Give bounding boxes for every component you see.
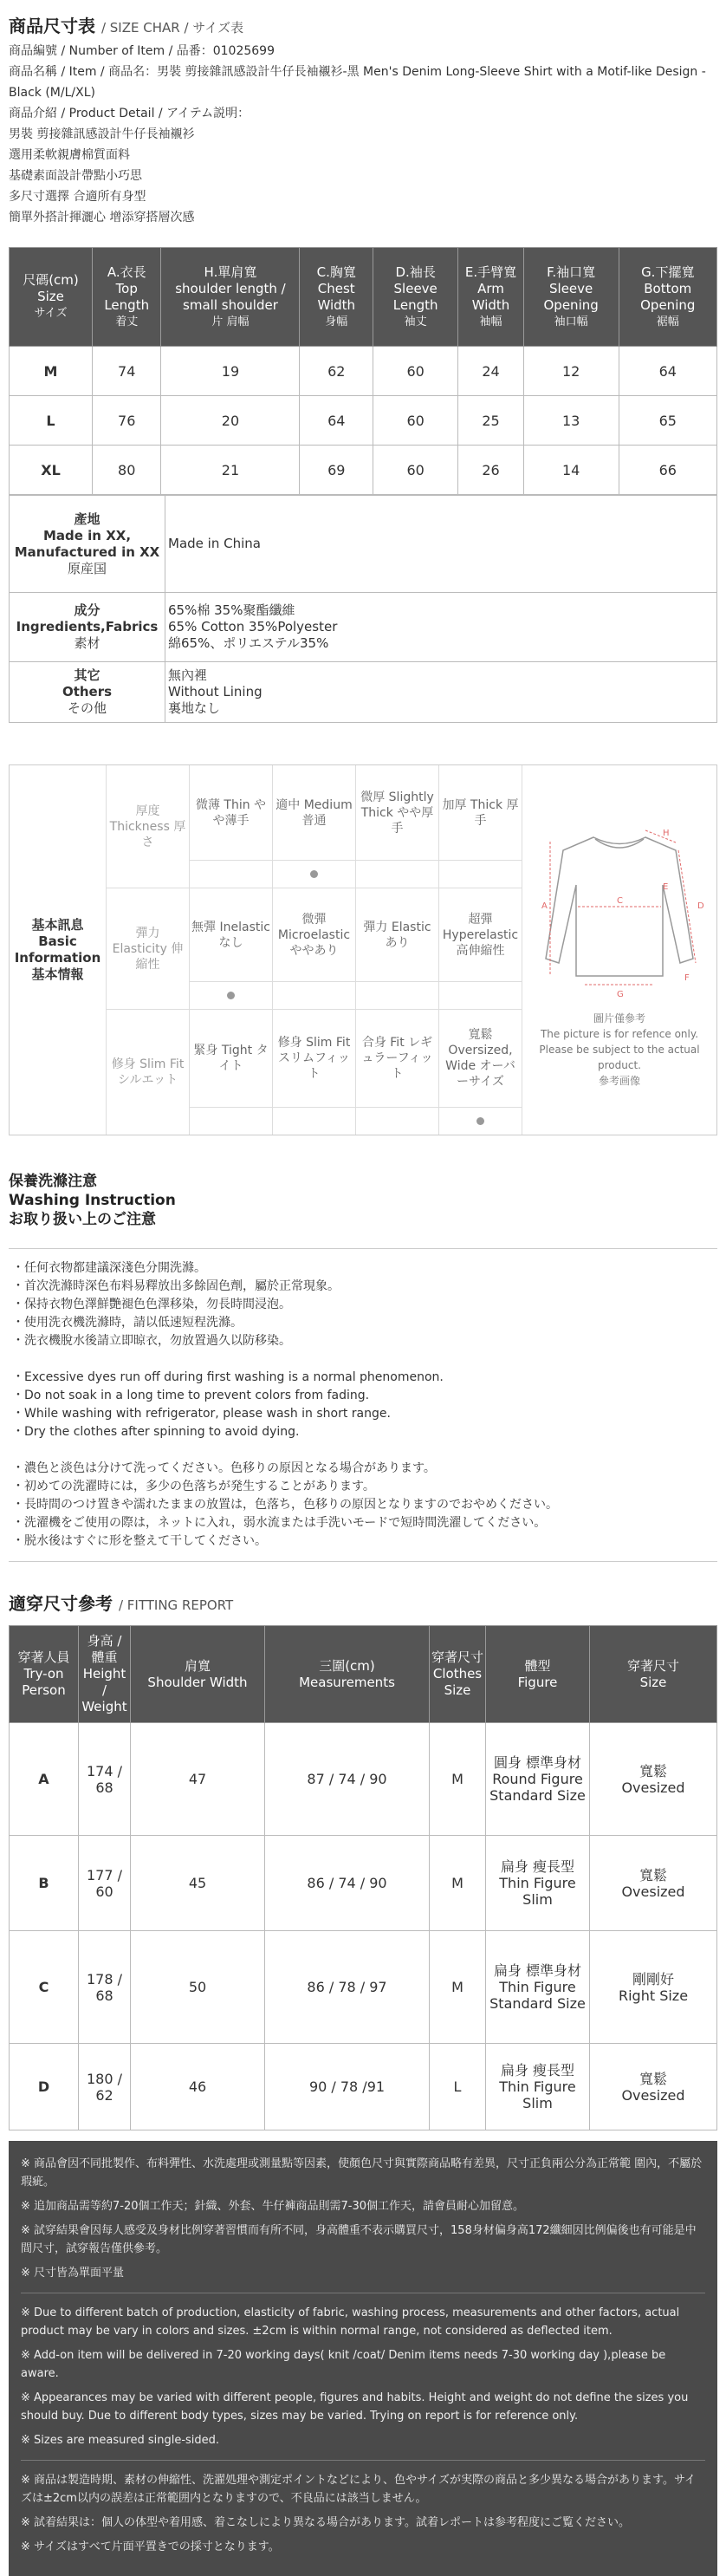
option-cell: 無彈 Inelastic なし (190, 888, 273, 1009)
option-cell: 寬鬆 Oversized, Wide オーバーサイズ (439, 1010, 522, 1135)
size-header: F.袖口寬 Sleeve Opening 袖口幅 (523, 248, 619, 347)
svg-text:E: E (663, 882, 669, 892)
others-label: 其它 Others その他 (10, 662, 165, 723)
page-header (9, 0, 717, 228)
svg-text:C: C (617, 896, 623, 906)
info-line: 多尺寸選擇 合適所有身型 (9, 190, 146, 204)
others-value: 無內裡 Without Lining 裏地なし (165, 662, 717, 723)
svg-text:F: F (684, 973, 690, 983)
info-line: 簡單外搭計揮灑心 增添穿搭層次感 (9, 211, 195, 224)
page-title: 商品尺寸表 / SIZE CHAR / サイズ表 (9, 16, 244, 36)
size-header: E.手臂寬 Arm Width 袖幅 (458, 248, 523, 347)
info-line: 商品名稱 / Item / 商品名：男裝 剪接雜訊感設計牛仔長袖襯衫-黑 Men's Denim Long-Sleeve Shirt with a Motif-like Design - Black (M/L/XL) (9, 65, 706, 100)
size-header: G.下擺寬 Bottom Opening 裾幅 (619, 248, 716, 347)
table-row: L 76 20 64 60 25 13 65 (10, 396, 717, 446)
material-table (9, 495, 717, 723)
product-info (9, 41, 717, 228)
svg-text:D: D (697, 901, 704, 911)
info-line: 商品編號 / Number of Item / 品番：01025699 (9, 44, 275, 58)
basic-info (9, 764, 717, 1135)
option-cell: 彈力 Elastic あり (356, 888, 439, 1009)
selected-dot-icon (310, 870, 318, 878)
size-header: C.胸寬 Chest Width 身幅 (300, 248, 373, 347)
table-row (10, 593, 717, 662)
table-row: XL 80 21 69 60 26 14 66 (10, 446, 717, 495)
info-line: 基礎素面設計帶點小巧思 (9, 169, 142, 183)
table-row: A 174 / 68 47 87 / 74 / 90 M 圓身 標準身材 Round Figure Standard Size 寬鬆 Ovesized (10, 1723, 717, 1836)
selected-dot-icon (227, 992, 235, 999)
fitting-table: 穿著人員 Try-on Person 身高 / 體重 Height / Weight 肩寬 Shoulder Width 三圍(cm) Measurements 穿著尺寸 Clothes Size 體型 Figure 穿著尺寸 Size A 174 / 68 47 87 / 74 / 90 M 圓身 標準身材 Round Figure Standard Size 寬鬆 Ovesized B 177 / 60 45 86 / 74 / 90 M 扁身 瘦長型 Thin Figure Slim 寬鬆 Ovesized C 178 / 68 50 86 / 78 / 97 M 扁身 標準身材 Thin Figure Standard Size 剛剛好 Right Size D 180 / 62 46 90 / 78 /91 L 扁身 瘦長型 Thin Figure Slim 寬鬆 Ovesized (9, 1625, 717, 2130)
attribute-grid (107, 765, 522, 1135)
washing-section (9, 1172, 717, 1562)
fabric-label: 成分 Ingredients,Fabrics 素材 (10, 593, 165, 662)
option-cell: 超彈 Hyperelastic 高伸縮性 (439, 888, 522, 1009)
fabric-value: 65%棉 35%聚酯纖維 65% Cotton 35%Polyester 綿65%、ポリエステル35% (165, 593, 717, 662)
origin-label: 產地 Made in XX, Manufactured in XX 原産国 (10, 496, 165, 593)
option-cell: 微薄 Thin やや薄手 (190, 765, 273, 888)
svg-text:A: A (541, 901, 548, 911)
origin-value: Made in China (165, 496, 717, 593)
thickness-row: 厚度 Thickness 厚さ 微薄 Thin やや薄手 適中 Medium 普通 微厚 Slightly Thick やや厚手 加厚 Thick 厚手 (107, 765, 522, 888)
info-line: 男裝 剪接雜訊感設計牛仔長袖襯衫 (9, 127, 195, 141)
elasticity-row: 彈力 Elasticity 伸縮性 無彈 Inelastic なし 微彈 Microelastic ややあり 彈力 Elastic あり 超彈 Hyperelastic 高伸縮性 (107, 888, 522, 1010)
measurement-diagram: A C D E F G H 圖片僅參考 The picture is for refence only. Please be subject to the actual product. 參考画像 (522, 765, 716, 1135)
fit-row: 修身 Slim Fit シルエット 緊身 Tight タイト 修身 Slim Fit スリムフィット 合身 Fit レギュラーフィット 寬鬆 Oversized, Wide オーバーサイズ (107, 1010, 522, 1135)
info-line: 商品介紹 / Product Detail / アイテム説明： (9, 107, 250, 120)
selected-dot-icon (476, 1117, 484, 1125)
size-header: H.單肩寬 shoulder length / small shoulder 片 肩幅 (161, 248, 300, 347)
option-cell: 緊身 Tight タイト (190, 1010, 273, 1135)
option-cell: 微彈 Microelastic ややあり (273, 888, 356, 1009)
option-cell: 適中 Medium 普通 (273, 765, 356, 888)
fitting-title: 適穿尺寸參考 / FITTING REPORT (9, 1593, 234, 1614)
basic-info-label: 基本訊息 Basic Information 基本情報 (10, 765, 107, 1135)
option-cell: 合身 Fit レギュラーフィット (356, 1010, 439, 1135)
svg-text:H: H (663, 829, 670, 838)
option-cell: 修身 Slim Fit スリムフィット (273, 1010, 356, 1135)
table-row (10, 662, 717, 723)
table-row: D 180 / 62 46 90 / 78 /91 L 扁身 瘦長型 Thin Figure Slim 寬鬆 Ovesized (10, 2044, 717, 2130)
table-row: M 74 19 62 60 24 12 64 (10, 347, 717, 396)
option-cell: 加厚 Thick 厚手 (439, 765, 522, 888)
table-row (10, 496, 717, 593)
washing-instructions: ・任何衣物都建議深淺色分開洗滌。 ・首次洗滌時深色布料易釋放出多餘固色劑，屬於正常現象。 ・保持衣物色澤鮮艷褪色色澤移染，勿長時間浸泡。 ・使用洗衣機洗滌時，請以低速短程洗滌。 ・洗衣機脫水後請立即晾衣，勿放置過久以防移染。 ・Excessive dyes run off during first washing is a normal phenomenon. ・Do not soak in a long time to prevent colors from fading. ・While washing with refrigerator, please wash in short range. ・Dry the clothes after spinning to avoid dying. ・濃色と淡色は分けて洗ってください。色移りの原因となる場合があります。 ・初めての洗濯時には，多少の色落ちが発生することがあります。 ・長時間のつけ置きや濡れたままの放置は，色落ち，色移りの原因となりますのでおやめください。 ・洗濯機をご使用の際は，ネットに入れ，弱水流または手洗いモードで短時間洗濯してください。 ・脱水後はすぐに形を整えて干してください。 (9, 1248, 717, 1562)
svg-text:G: G (617, 990, 624, 999)
size-header: A.衣長 Top Length 着丈 (93, 248, 161, 347)
option-cell: 微厚 Slightly Thick やや厚手 (356, 765, 439, 888)
sweater-diagram-icon (533, 811, 706, 1011)
washing-title: 保養洗滌注意 Washing Instruction お取り扱い上のご注意 (9, 1173, 176, 1228)
info-line: 選用柔軟親膚棉質面料 (9, 148, 130, 162)
size-header: D.袖長 Sleeve Length 袖丈 (373, 248, 458, 347)
size-table (9, 247, 717, 495)
notes-section: ※ 商品會因不同批製作、布料彈性、水洗處理或測量點等因素，使顏色尺寸與實際商品略有差異，尺寸正負兩公分為正常範 圍內，不屬於瑕疵。 ※ 追加商品需等約7-20個工作天；針織、外套、牛仔褲商品則需7-30個工作天，請會員耐心加留意。 ※ 試穿結果會因每人感受及身材比例穿著習慣而有所不同，身高體重不表示購買尺寸，158身材偏身高172纖細因比例偏後也有可能是中間尺寸，試穿報告僅供參考。 ※ 尺寸皆為單面平量 ※ Due to different batch of production, elasticity of fabric, washing process, measurements and other factors, actual product may be vary in colors and sizes. ±2cm is within normal range, not considered as deflected item. ※ Add-on item will be delivered in 7-20 working days( knit /coat/ Denim items needs 7-30 working day ),please be aware. ※ Appearances may be varied with different people, figures and habits. Height and weight do not define the sizes you should buy. Due to different body types, sizes may be varied. Trying on report is for reference only. ※ Sizes are measured single-sided. ※ 商品は製造時期、素材の伸縮性、洗濯処理や測定ポイントなどにより、色やサイズが実際の商品と多少異なる場合があります。サイズは±2cm以内の誤差は正常範囲内となりますので、不良品には該当しません。 ※ 試着結果は：個人の体型や着用感、着こなしにより異なる場合があります。試着レポートは参考程度にご覧ください。 ※ サイズはすべて片面平置きでの採寸となります。 (9, 2141, 717, 2576)
table-row: C 178 / 68 50 86 / 78 / 97 M 扁身 標準身材 Thin Figure Standard Size 剛剛好 Right Size (10, 1931, 717, 2044)
size-header: 尺碼(cm) Size サイズ (10, 248, 93, 347)
table-row: B 177 / 60 45 86 / 74 / 90 M 扁身 瘦長型 Thin Figure Slim 寬鬆 Ovesized (10, 1836, 717, 1931)
